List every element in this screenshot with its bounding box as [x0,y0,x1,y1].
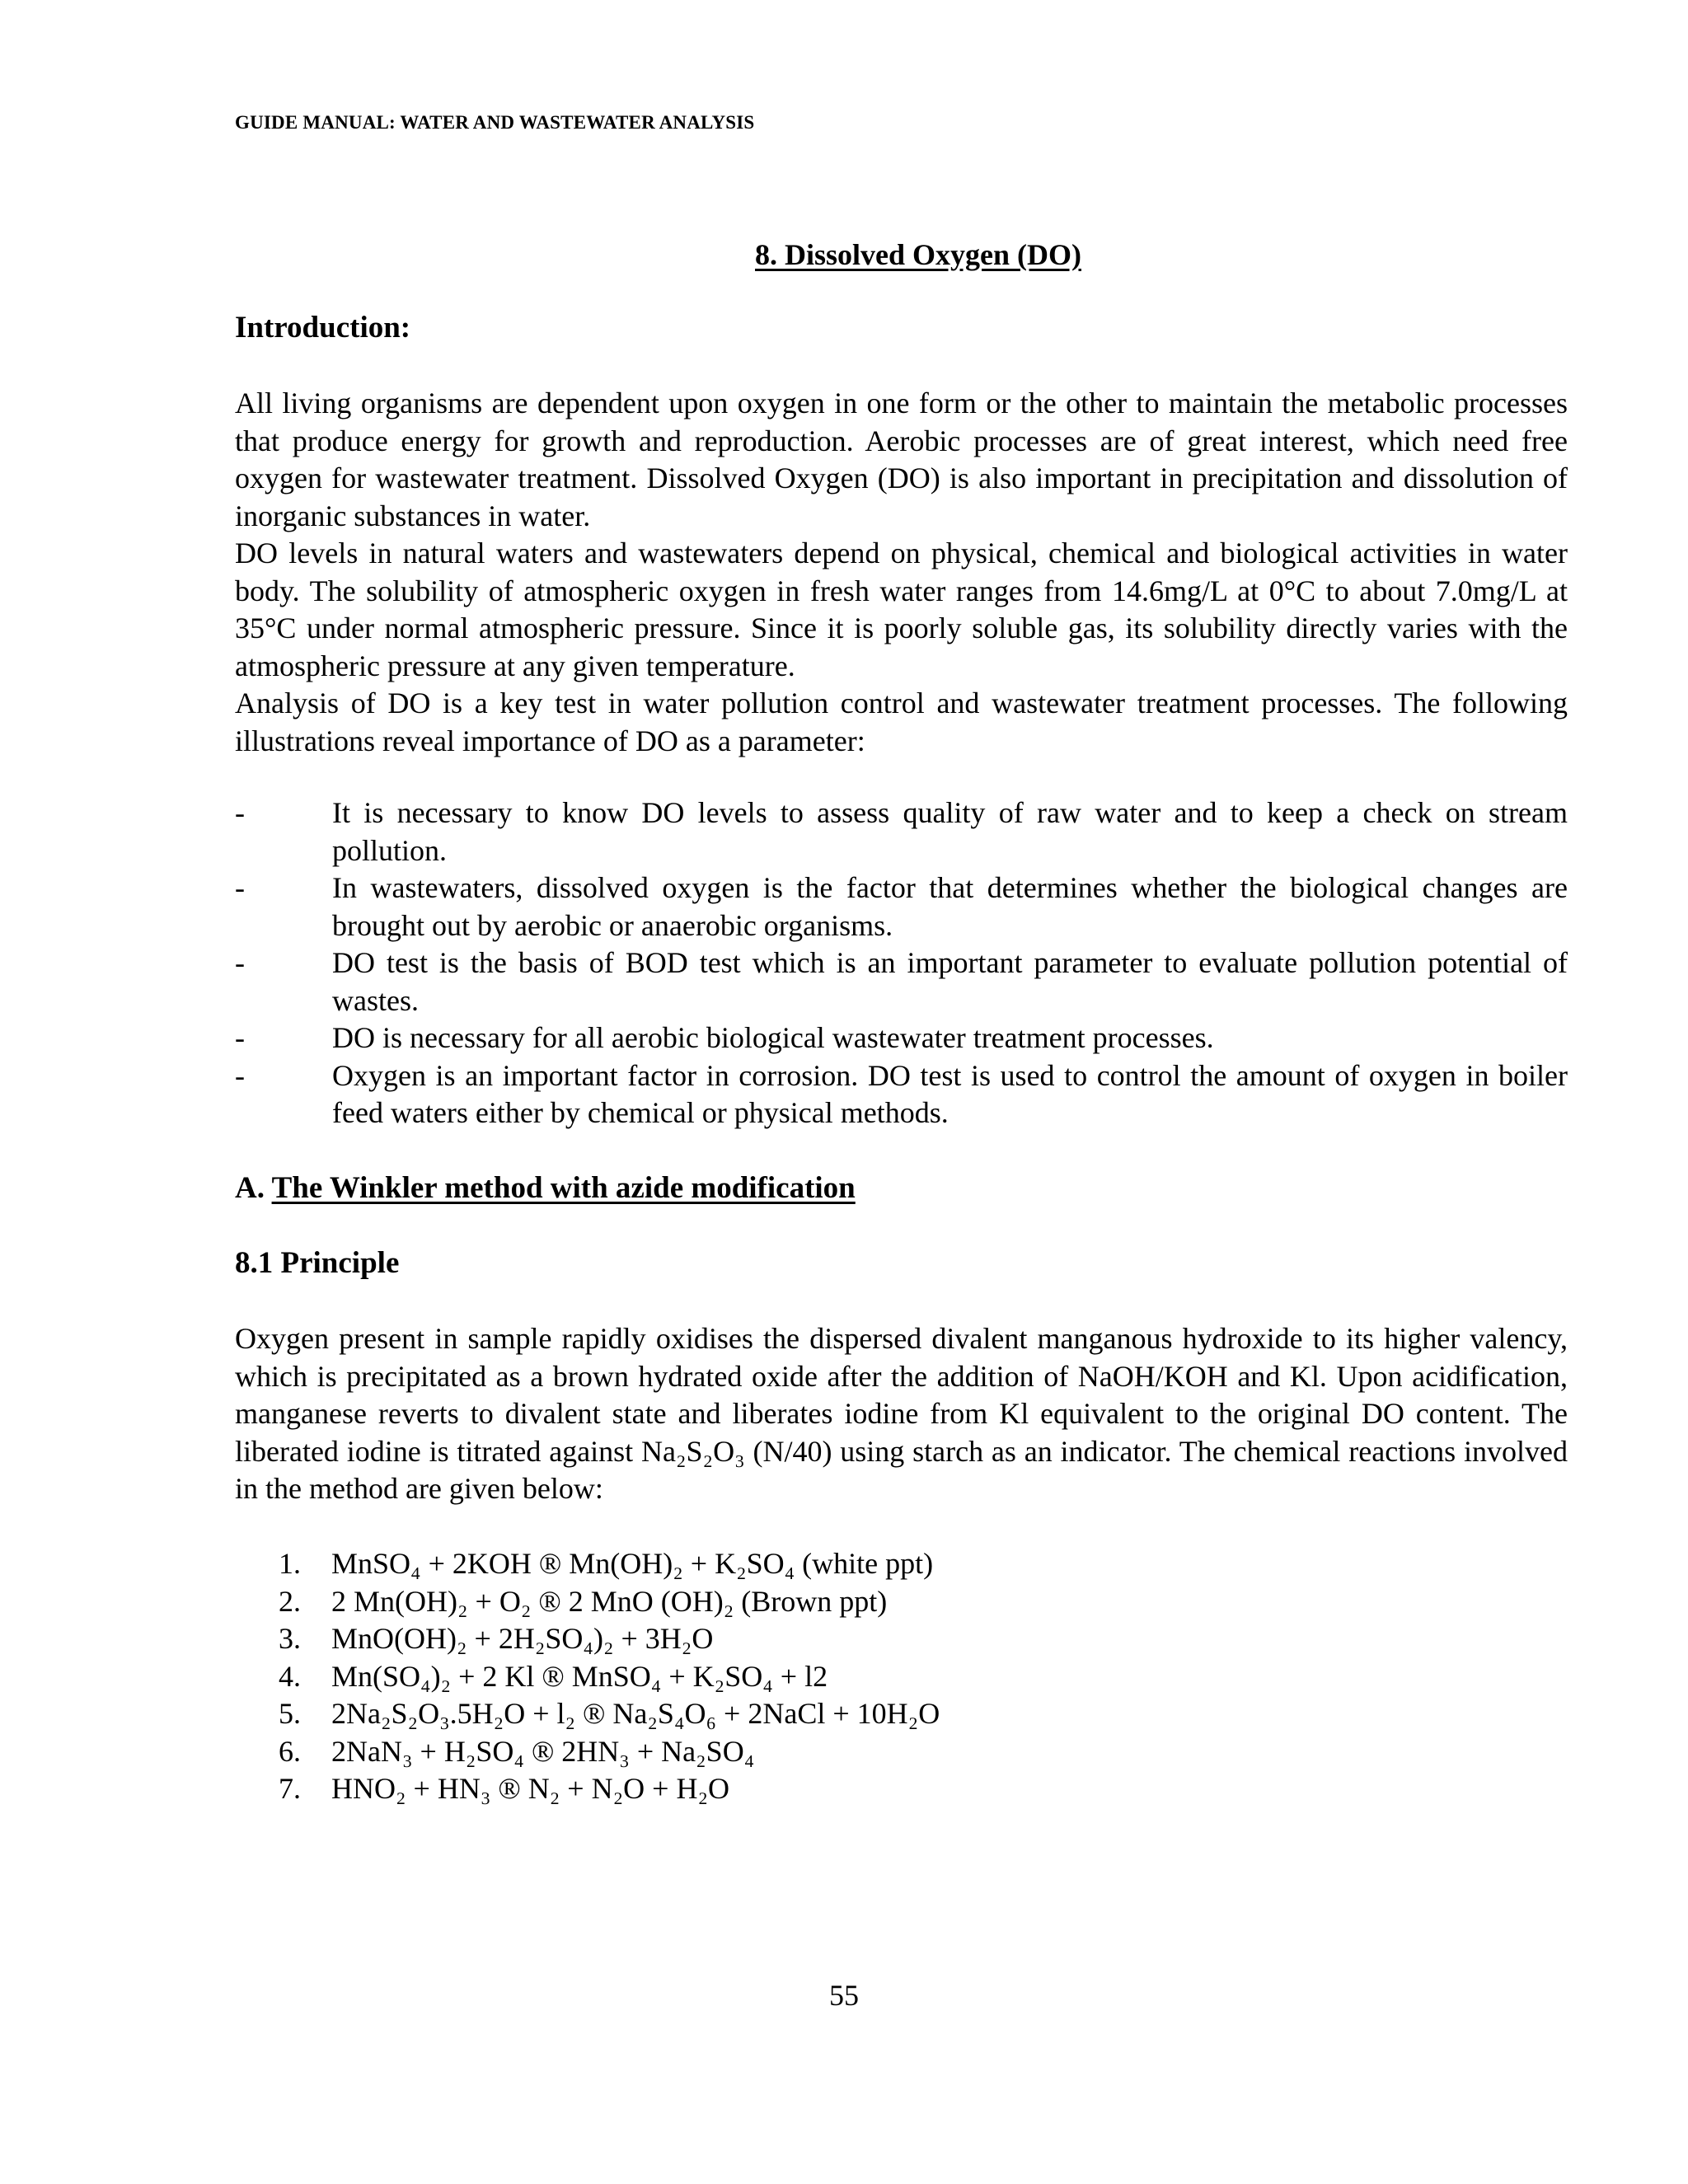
reaction-equation: Mn(SO₄)₂ + 2 Kl ® MnSO₄ + K₂SO₄ + l2 [331,1659,828,1693]
principle-paragraph: Oxygen present in sample rapidly oxidises the dispersed divalent manganous hydroxide to its higher valency, which is precipitated as a brown hydrated oxide after the addition of NaOH/KOH and Kl. Upon acidification, manganese reverts to divalent state and liberates iodine from Kl equivalent to the original DO content. The liberated iodine is titrated against Na₂S₂O₃ (N/40) using starch as an indicator. The chemical reactions involved in the method are given below: [235,1322,1568,1505]
running-header: GUIDE MANUAL: WATER AND WASTEWATER ANALYSIS [235,112,755,133]
reaction-number: 2. [279,1584,301,1618]
bullet-dash: - [235,1021,245,1054]
reaction-item [279,1545,940,1583]
reaction-item [279,1620,940,1658]
bullet-dash: - [235,1058,245,1092]
reaction-list [279,1545,940,1808]
list-item [235,944,1568,1019]
reaction-number: 6. [279,1734,301,1768]
reaction-equation: 2NaN₃ + H₂SO₄ ® 2HN₃ + Na₂SO₄ [331,1734,755,1768]
list-item [235,1019,1568,1057]
reaction-number: 1. [279,1547,301,1580]
reaction-number: 5. [279,1697,301,1730]
reaction-number: 7. [279,1772,301,1805]
reaction-item [279,1695,940,1733]
reaction-number: 3. [279,1622,301,1655]
principle-heading: 8.1 Principle [235,1246,400,1280]
method-heading [235,1170,856,1206]
page-number: 55 [829,1979,859,2012]
intro-paragraph-2: DO levels in natural waters and wastewaters depend on physical, chemical and biological activities in water body. The solubility of atmospheric oxygen in fresh water ranges from 14.6mg/L at 0°C to about 7.0mg/L at 35°C under normal atmospheric pressure. Since it is poorly soluble gas, its solubility directly varies with the atmospheric pressure at any given temperature. [235,537,1568,682]
chapter-title-text: 8. Dissolved Oxygen (DO) [755,238,1081,271]
chapter-title [0,237,1688,272]
list-item-text: It is necessary to know DO levels to assess quality of raw water and to keep a check on stream pollution. [332,796,1568,867]
list-item [235,794,1568,869]
reaction-item [279,1733,940,1771]
list-item-text: Oxygen is an important factor in corrosion. DO test is used to control the amount of oxygen in boiler feed waters either by chemical or physical methods. [332,1058,1568,1129]
reaction-equation: 2 Mn(OH)₂ + O₂ ® 2 MnO (OH)₂ (Brown ppt) [331,1584,888,1618]
reaction-item [279,1770,940,1808]
reaction-equation: MnO(OH)₂ + 2H₂SO₄)₂ + 3H₂O [331,1622,714,1655]
reaction-item [279,1583,940,1621]
list-item-text: In wastewaters, dissolved oxygen is the factor that determines whether the biological changes are brought out by aerobic or anaerobic organisms. [332,871,1568,942]
bullet-dash: - [235,946,245,979]
intro-paragraph-1: All living organisms are dependent upon oxygen in one form or the other to maintain the metabolic processes that produce energy for growth and reproduction. Aerobic processes are of great interest, which need free oxygen for wastewater treatment. Dissolved Oxygen (DO) is also important in precipitation and dissolution of inorganic substances in water. [235,387,1568,532]
bullet-dash: - [235,871,245,904]
intro-paragraph-3: Analysis of DO is a key test in water pollution control and wastewater treatment processes. The following illustrations reveal importance of DO as a parameter: [235,687,1568,757]
method-prefix: A. [235,1171,272,1205]
introduction-heading: Introduction: [235,311,411,344]
method-title: The Winkler method with azide modification [271,1171,856,1205]
importance-list [235,794,1568,1132]
reaction-equation: HNO₂ + HN₃ ® N₂ + N₂O + H₂O [331,1772,729,1805]
list-item [235,869,1568,944]
bullet-dash: - [235,796,245,829]
list-item-text: DO is necessary for all aerobic biological wastewater treatment processes. [332,1021,1214,1054]
reaction-number: 4. [279,1659,301,1693]
reaction-equation: 2Na₂S₂O₃.5H₂O + l₂ ® Na₂S₄O₆ + 2NaCl + 10H₂O [331,1697,940,1730]
list-item [235,1057,1568,1132]
reaction-equation: MnSO₄ + 2KOH ® Mn(OH)₂ + K₂SO₄ (white ppt) [331,1547,934,1580]
reaction-item [279,1658,940,1696]
list-item-text: DO test is the basis of BOD test which is an important parameter to evaluate pollution potential of wastes. [332,946,1568,1017]
